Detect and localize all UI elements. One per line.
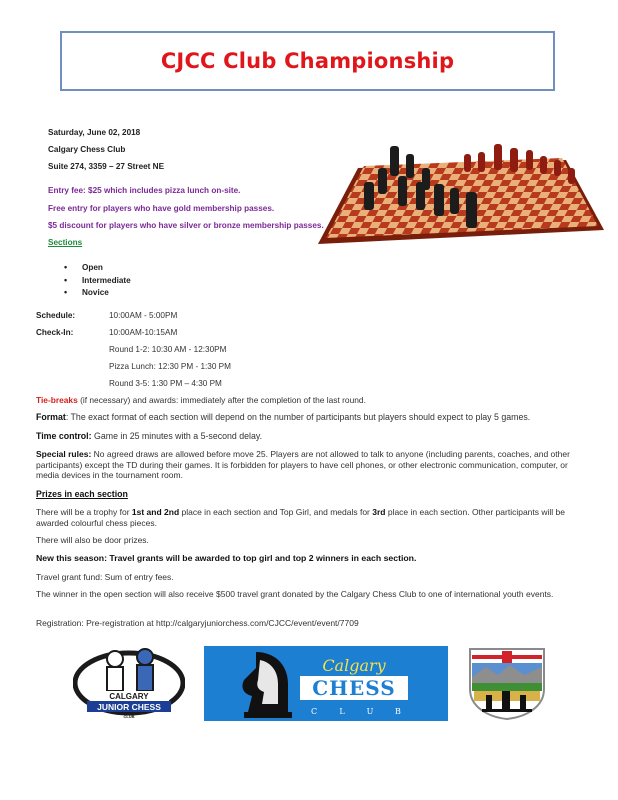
calgary-junior-chess-logo <box>73 643 185 721</box>
time-control <box>36 431 576 442</box>
format-text: : The exact format of each section will depend on the number of participants but players should expect to play 5 games. <box>65 412 531 422</box>
page-title: CJCC Club Championship <box>160 49 455 73</box>
event-venue: Calgary Chess Club <box>48 145 126 154</box>
logo-mid-letter: U <box>366 707 374 716</box>
event-date: Saturday, June 02, 2018 <box>48 128 141 137</box>
sections-list <box>64 263 131 301</box>
discount: $5 discount for players who have silver or bronze membership passes. <box>48 221 324 230</box>
prizes-3rd: 3rd <box>372 507 386 517</box>
checkin-label: Check-In: <box>36 328 74 337</box>
logo-left-sub-text: CLUB <box>123 714 135 719</box>
new-season: New this season: Travel grants will be awarded to top girl and top 2 winners in each section. <box>36 553 417 563</box>
registration: Registration: Pre-registration at http://calgaryjuniorchess.com/CJCC/event/event/7709 <box>36 618 359 628</box>
prizes-text-part: place in each section and Top Girl, and medals for <box>179 507 373 517</box>
logo-mid-chess: CHESS <box>312 676 396 700</box>
list-item: • Intermediate <box>64 276 131 289</box>
title-box <box>60 31 555 91</box>
free-entry: Free entry for players who have gold membership passes. <box>48 204 275 213</box>
calgary-chess-club-graphic <box>204 646 448 721</box>
prizes-text <box>36 507 576 528</box>
tiebreaks-label: Tie-breaks <box>36 395 78 405</box>
calgary-chess-club-logo <box>204 646 448 721</box>
sections-heading: Sections <box>48 238 83 247</box>
time-control-text: Game in 25 minutes with a 5-second delay. <box>91 431 263 441</box>
logo-left-top-text: CALGARY <box>109 692 149 701</box>
logo-mid-letter: L <box>339 707 345 716</box>
prizes-text-part: place in each section. Other participants will be awarded colourful chess pieces. <box>36 507 566 528</box>
pizza-lunch: Pizza Lunch: 12:30 PM - 1:30 PM <box>109 362 231 371</box>
schedule-label: Schedule: <box>36 311 76 320</box>
schedule-value: 10:00AM - 5:00PM <box>109 311 178 320</box>
prizes-heading: Prizes in each section <box>36 489 128 499</box>
grant-fund: Travel grant fund: Sum of entry fees. <box>36 572 174 582</box>
list-item: • Open <box>64 263 131 276</box>
special-rules-label: Special rules: <box>36 449 92 459</box>
logo-left-bottom-text: JUNIOR CHESS <box>97 702 161 712</box>
open-winner: The winner in the open section will also receive $500 travel grant donated by the Calgary Chess Club to one of international youth events. <box>36 589 554 599</box>
tiebreaks <box>36 395 576 406</box>
round-1-2: Round 1-2: 10:30 AM - 12:30PM <box>109 345 227 354</box>
special-rules <box>36 449 576 481</box>
logo-mid-letter: C <box>310 707 318 716</box>
entry-fee: Entry fee: $25 which includes pizza lunch on-site. <box>48 186 241 195</box>
special-rules-text: No agreed draws are allowed before move 25. Players are not allowed to talk to anyone (including parents, coaches, and other participants) except the TD during their games. It is forbidden for players to have cell phones, or other electronic communication, computer, or media devices in the tournament room. <box>36 449 570 480</box>
door-prizes: There will also be door prizes. <box>36 535 149 545</box>
format <box>36 412 576 423</box>
checkin-value: 10:00AM-10:15AM <box>109 328 178 337</box>
prizes-1st-2nd: 1st and 2nd <box>131 507 180 517</box>
chess-board-illustration <box>318 138 606 250</box>
event-address: Suite 274, 3359 – 27 Street NE <box>48 162 165 171</box>
format-label: Format <box>36 412 66 422</box>
prizes-text-part: There will be a trophy for <box>36 507 132 517</box>
logo-mid-letter: B <box>395 707 401 716</box>
logo-mid-script: Calgary <box>322 656 386 675</box>
time-control-label: Time control: <box>36 431 92 441</box>
list-item: • Novice <box>64 288 131 301</box>
alberta-shield-logo <box>464 645 550 721</box>
round-3-5: Round 3-5: 1:30 PM – 4:30 PM <box>109 379 222 388</box>
tiebreaks-text: (if necessary) and awards: immediately after the completion of the last round. <box>77 395 366 405</box>
